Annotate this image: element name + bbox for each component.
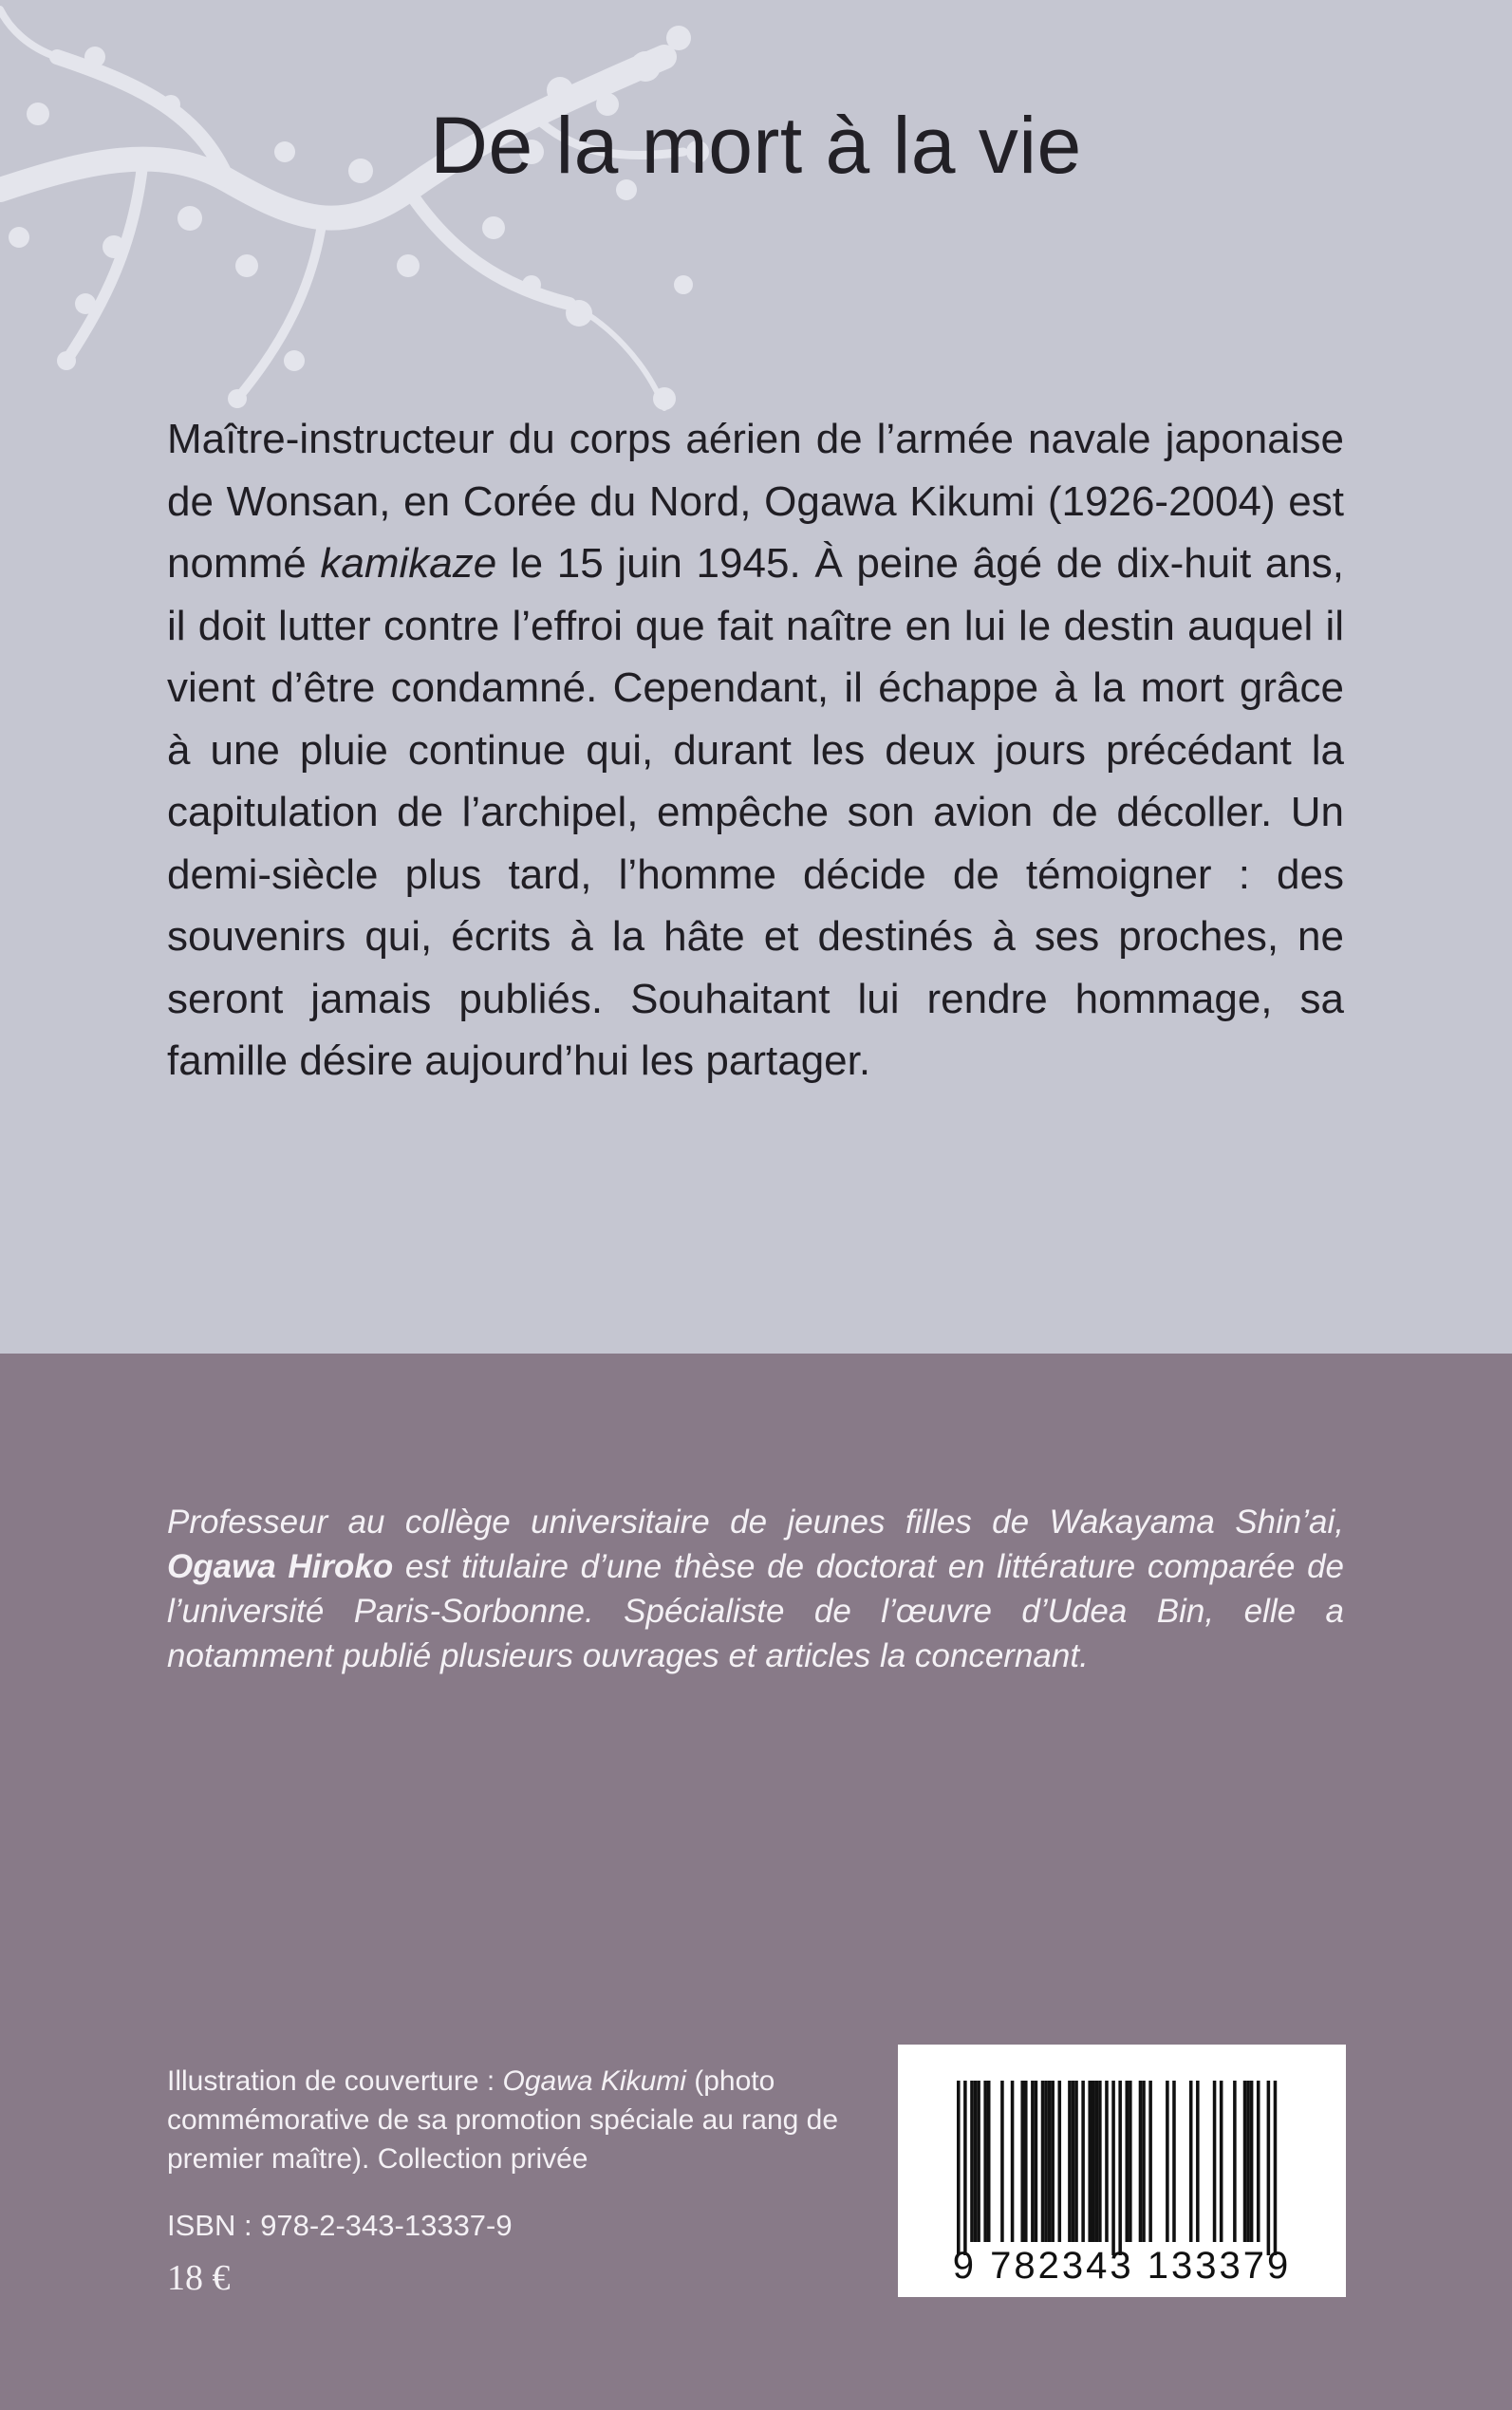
barcode-bar	[1142, 2081, 1146, 2242]
barcode-bar	[1011, 2081, 1015, 2242]
barcode-bar	[1048, 2081, 1052, 2242]
barcode-bar	[1233, 2081, 1237, 2242]
summary-text-start: Maître-instructeur du corps aérien de l’armée navale japonaise de Wonsan, en Corée du Nord, Ogawa Kikumi (1926-2004) est nommé	[167, 416, 1344, 587]
barcode-bar	[1139, 2081, 1143, 2242]
cherry-blossom-branch-illustration	[0, 0, 721, 437]
summary-italic-term: kamikaze	[320, 540, 497, 587]
author-name: Ogawa Hiroko	[167, 1548, 394, 1585]
barcode-bar	[1172, 2081, 1176, 2242]
barcode-bar	[1072, 2081, 1075, 2242]
cover-illustration-credit	[167, 2062, 850, 2178]
credit-suffix: (photo commémorative de sa promotion spéciale au rang de premier maître). Collection privée	[167, 2065, 839, 2175]
barcode-bar	[1095, 2081, 1099, 2242]
summary-text-end: le 15 juin 1945. À peine âgé de dix-huit ans, il doit lutter contre l’effroi que fait naître en lui le destin auquel il vient d’être condamné. Cependant, il échappe à la mort grâce à une pluie continue qui, durant les deux jours précédant la capitulation de l’archipel, empêche son avion de décoller. Un demi-siècle plus tard, l’homme décide de témoigner : des souvenirs qui, écrits à la hâte et destinés à ses proches, ne seront jamais publiés. Souhaitant lui rendre hommage, sa famille désire aujourd’hui les partager.	[167, 540, 1344, 1084]
barcode-bar	[1035, 2081, 1038, 2242]
barcode-bar	[1088, 2081, 1092, 2242]
barcode-bar	[1098, 2081, 1102, 2242]
barcode-bar	[1044, 2081, 1048, 2242]
barcode-bar	[1105, 2081, 1109, 2242]
credit-prefix: Illustration de couverture :	[167, 2065, 503, 2097]
barcode-bar	[977, 2081, 980, 2242]
barcode-bar	[1148, 2081, 1152, 2242]
barcode-bar	[1257, 2081, 1260, 2242]
barcode-bar	[1213, 2081, 1217, 2242]
barcode-bar	[974, 2081, 978, 2242]
barcode-bar	[1081, 2081, 1085, 2242]
barcode-bar	[1166, 2081, 1169, 2242]
barcode-bar	[1267, 2081, 1271, 2255]
barcode-bar	[1092, 2081, 1095, 2242]
barcode-bar	[1129, 2081, 1132, 2242]
author-bio-start: Professeur au collège universitaire de jeunes filles de Wakayama Shin’ai,	[167, 1504, 1344, 1541]
credit-photographer: Ogawa Kikumi	[502, 2065, 686, 2097]
barcode-bar	[1274, 2081, 1278, 2255]
back-cover-summary	[167, 408, 1344, 1093]
barcode-bar	[1058, 2081, 1062, 2242]
barcode-bar	[1068, 2081, 1072, 2242]
barcode-bar	[1041, 2081, 1045, 2242]
barcode-bar	[1051, 2081, 1055, 2242]
barcode-bar	[1031, 2081, 1035, 2242]
barcode-bars	[898, 2045, 1346, 2297]
barcode-bar	[1126, 2081, 1129, 2242]
barcode-bar	[970, 2081, 974, 2242]
barcode-bar	[957, 2081, 961, 2255]
barcode-bar	[983, 2081, 987, 2242]
barcode-bar	[1189, 2081, 1193, 2242]
barcode-bar	[963, 2081, 967, 2255]
barcode-bar	[1243, 2081, 1247, 2242]
barcode-bar	[1246, 2081, 1250, 2242]
barcode-bar	[1020, 2081, 1024, 2242]
barcode-bar	[987, 2081, 991, 2242]
barcode-bar	[1074, 2081, 1078, 2242]
barcode-number: 9 782343 133379	[952, 2245, 1292, 2287]
book-title: De la mort à la vie	[430, 101, 1082, 190]
barcode	[898, 2045, 1346, 2297]
barcode-bar	[1000, 2081, 1004, 2242]
barcode-bar	[1024, 2081, 1028, 2242]
price-label: 18 €	[167, 2258, 231, 2298]
barcode-bar	[1118, 2081, 1122, 2255]
author-bio-end: est titulaire d’une thèse de doctorat en littérature comparée de l’université Paris-Sorbonne. Spécialiste de l’œuvre d’Udea Bin, elle a notamment publié plusieurs ouvrages et articles la concernant.	[167, 1548, 1345, 1674]
isbn-label: ISBN : 978-2-343-13337-9	[167, 2209, 513, 2242]
barcode-bar	[1250, 2081, 1254, 2242]
barcode-bar	[1111, 2081, 1115, 2255]
barcode-bar	[1196, 2081, 1200, 2242]
barcode-bar	[1220, 2081, 1223, 2242]
author-bio	[167, 1500, 1344, 1678]
